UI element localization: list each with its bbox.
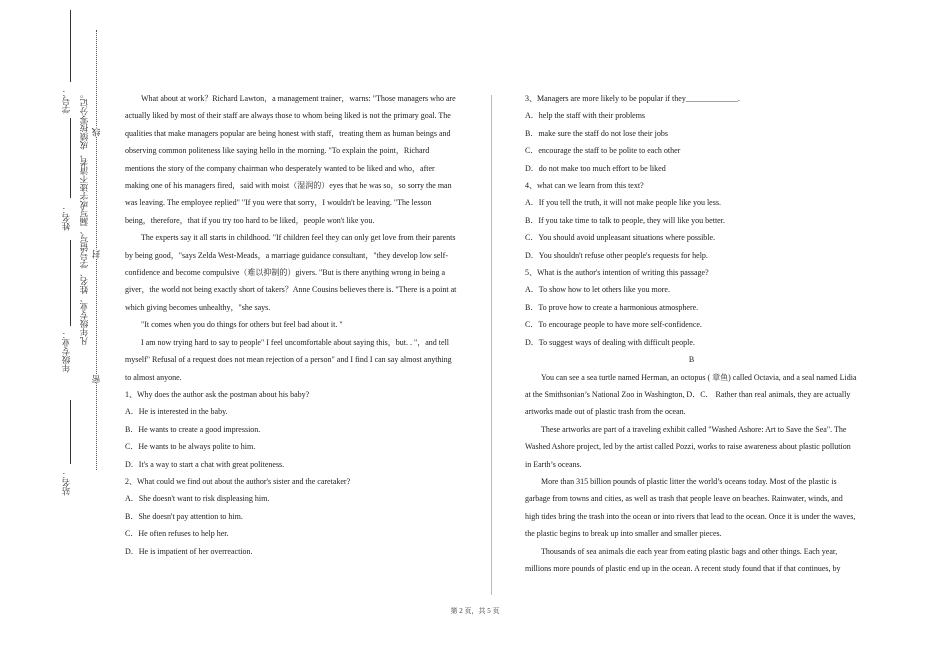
answer-option: D．You shouldn't refuse other people's requests for help. <box>525 250 708 260</box>
answer-option: B．If you take time to talk to people, they will like you better. <box>525 215 725 225</box>
question-stem: 1、Why does the author ask the postman about his baby? <box>125 389 310 399</box>
left-column <box>125 90 457 560</box>
student-id-label: 学号： <box>61 88 71 114</box>
question-stem: 2、What could we find out about the author's sister and the caretaker? <box>125 476 351 486</box>
passage-paragraph: The experts say it all starts in childhood. "If children feel they can only get love from their parents by being good，"says Zelda West-Meads，a marriage guidance consultant，"they develop low self-confidence and become compulsive（难以抑制的）givers. "But is there anything wrong in being a giver，the world not being exactly short of takers？Anne Cousins believes there is. "There is a point at which giving becomes unhealthy，"she says. <box>125 233 457 312</box>
seat-label: 站名： <box>61 470 71 496</box>
answer-option: C．To encourage people to have more self-confidence. <box>525 320 702 330</box>
seal-mark-top: 线 <box>91 128 101 137</box>
answer-option: A．To show how to let others like you more. <box>525 285 670 295</box>
answer-option: D．do not make too much effort to be liked <box>525 163 666 173</box>
answer-option: C．You should avoid unpleasant situations where possible. <box>525 233 716 243</box>
right-column <box>525 90 858 577</box>
page-number: 第 2 页，共 5 页 <box>450 607 500 615</box>
student-id-line <box>70 10 71 82</box>
answer-option: D．To suggest ways of dealing with difficult people. <box>525 337 695 347</box>
question-4 <box>525 177 858 264</box>
passage-paragraph: These artworks are part of a traveling exhibit called "Washed Ashore: Art to Save the Sea". The Washed Ashore project, led by the artist called Pozzi, works to raise awareness about plastic pollution in Earth’s oceans. <box>525 424 851 469</box>
question-stem: 4、what can we learn from this text? <box>525 181 644 191</box>
answer-option: B．To prove how to create a harmonious atmosphere. <box>525 302 699 312</box>
answer-option: A．She doesn't want to risk displeasing him. <box>125 494 270 504</box>
question-1 <box>125 386 457 473</box>
answer-option: B．He wants to create a good impression. <box>125 424 261 434</box>
answer-option: B．make sure the staff do not lose their jobs <box>525 128 668 138</box>
question-stem: 5、What is the author's intention of writing this passage? <box>525 268 709 278</box>
question-2 <box>125 473 457 560</box>
warning-text: 凡年级专业、姓名、学号错写、漏写或字迹不清者，成绩按零分记。 <box>79 90 89 345</box>
passage-paragraph: I am now trying hard to say to people" I feel uncomfortable about saying this，but. . "，and tell myself" Refusal of a request does not mean rejection of a person" and I find I can say almost anything to almost anyone. <box>125 337 452 382</box>
answer-option: A．help the staff with their problems <box>525 111 646 121</box>
passage-paragraph: Thousands of sea animals die each year from eating plastic bags and other things. Each year, millions more pounds of plastic end up in the ocean. A recent study found that if that continues, by <box>525 546 841 573</box>
name-label: 姓名： <box>61 205 71 231</box>
question-5 <box>525 264 858 351</box>
passage-paragraph: "It comes when you do things for others but feel bad about it. " <box>141 320 343 330</box>
class-label: 年级专业： <box>61 330 71 373</box>
question-stem: 3、Managers are more likely to be popular if they_____________. <box>525 94 740 103</box>
seal-mark-mid: 封 <box>91 250 101 259</box>
answer-option: D．It's a way to start a chat with great politeness. <box>125 459 285 469</box>
answer-option: A．He is interested in the baby. <box>125 407 228 417</box>
seal-mark-bottom: 密 <box>91 375 101 384</box>
name-line <box>70 118 71 198</box>
passage-paragraph: You can see a sea turtle named Herman, an octopus ( 章鱼) called Octavia, and a seal named Lidia at the Smithsonian’s National Zoo in Washington, D．C． Rather than real animals, they are actually artworks made out of plastic trash from the ocean. <box>525 372 857 417</box>
answer-option: C．encourage the staff to be polite to each other <box>525 146 681 156</box>
answer-option: B．She doesn't pay attention to him. <box>125 511 243 521</box>
answer-option: D．He is impatient of her overreaction. <box>125 546 253 556</box>
seat-line <box>70 400 71 464</box>
answer-option: C．He often refuses to help her. <box>125 529 229 539</box>
section-title: B <box>688 355 695 365</box>
answer-option: C．He wants to be always polite to him. <box>125 442 256 452</box>
class-line <box>70 240 71 326</box>
question-3 <box>525 90 858 177</box>
answer-option: A．If you tell the truth, it will not make people like you less. <box>525 198 721 208</box>
passage-paragraph: What about at work？Richard Lawton，a management trainer，warns: "Those managers who are actually liked by most of their staff are always those to whom being liked is not the primary goal. The qualities that make managers popular are being honest with staff，treating them as human beings and observing common politeness like saying hello in the morning. "To explain the point，Richard mentions the story of the company chairman who desperately wanted to be liked and who，after making one of his managers fired，said with moist（湿润的）eyes that he was so，so sorry the man was leaving. The employee replied" "If you were that sorry，I wouldn't be leaving. "The lesson being，therefore，that if you try too hard to be liked，people won't like you. <box>125 94 456 225</box>
passage-paragraph: More than 315 billion pounds of plastic litter the world’s oceans today. Most of the plastic is garbage from towns and cities, as well as trash that people leave on beaches. Rainwater, winds, and high tides bring the trash into the ocean or into rivers that lead to the ocean. Once it is under the waves, the plastic begins to break up into smaller and smaller pieces. <box>525 476 856 539</box>
binding-margin <box>0 0 110 672</box>
column-divider <box>491 95 492 595</box>
